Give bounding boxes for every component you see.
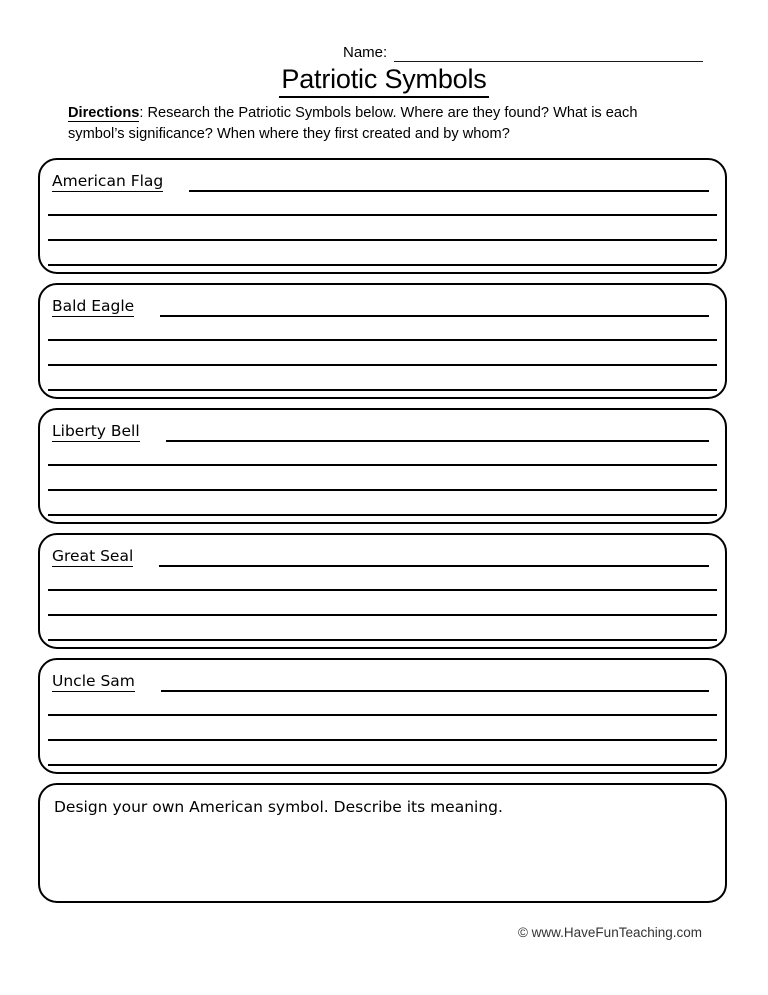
symbol-box-inner: [40, 160, 725, 272]
symbol-head: [52, 168, 709, 192]
design-your-own-box[interactable]: [38, 783, 727, 903]
directions: [68, 103, 693, 145]
symbol-head: [52, 293, 709, 317]
symbol-label: Bald Eagle: [52, 297, 135, 315]
symbol-answer-line[interactable]: [48, 639, 717, 641]
symbol-answer-line[interactable]: [48, 614, 717, 616]
footer-credit: © www.HaveFunTeaching.com: [517, 925, 702, 940]
symbol-answer-line[interactable]: [189, 173, 709, 192]
symbol-answer-line[interactable]: [166, 423, 709, 442]
symbol-answer-line[interactable]: [48, 489, 717, 491]
symbol-answer-line[interactable]: [48, 339, 717, 341]
symbol-box[interactable]: [38, 158, 727, 274]
symbol-answer-line[interactable]: [48, 589, 717, 591]
directions-label: Directions: [68, 105, 140, 121]
name-write-line[interactable]: [394, 45, 703, 62]
symbol-head: [52, 418, 709, 442]
symbol-label: Great Seal: [52, 547, 134, 565]
symbol-answer-line[interactable]: [48, 514, 717, 516]
symbol-answer-line[interactable]: [161, 673, 709, 692]
symbol-answer-line[interactable]: [48, 464, 717, 466]
symbol-box[interactable]: [38, 658, 727, 774]
symbol-head: [52, 668, 709, 692]
symbol-box-inner: [40, 410, 725, 522]
symbol-label: American Flag: [52, 172, 164, 190]
symbol-box[interactable]: [38, 408, 727, 524]
symbol-answer-line[interactable]: [48, 264, 717, 266]
symbol-answer-line[interactable]: [48, 739, 717, 741]
symbol-answer-line[interactable]: [48, 714, 717, 716]
symbol-box-inner: [40, 535, 725, 647]
symbol-head: [52, 543, 709, 567]
symbol-answer-line[interactable]: [160, 298, 709, 317]
symbol-answer-line[interactable]: [48, 239, 717, 241]
page-title: [0, 63, 768, 98]
symbol-box[interactable]: [38, 283, 727, 399]
symbol-label: Liberty Bell: [52, 422, 140, 440]
name-field-row: [343, 40, 703, 62]
symbol-answer-line[interactable]: [48, 364, 717, 366]
page-title-text: Patriotic Symbols: [279, 63, 488, 98]
name-label: Name:: [343, 44, 388, 61]
symbol-answer-line[interactable]: [48, 764, 717, 766]
symbol-answer-line[interactable]: [159, 548, 709, 567]
design-prompt-text: Design your own American symbol. Describe its meaning.: [54, 798, 503, 816]
symbol-label: Uncle Sam: [52, 672, 135, 690]
symbol-answer-line[interactable]: [48, 389, 717, 391]
symbol-box-inner: [40, 285, 725, 397]
symbol-answer-line[interactable]: [48, 214, 717, 216]
symbol-box[interactable]: [38, 533, 727, 649]
directions-text: : Research the Patriotic Symbols below. Where are they found? What is each symbol’s significance? When where they first created and by whom?: [68, 105, 638, 142]
symbol-box-inner: [40, 660, 725, 772]
